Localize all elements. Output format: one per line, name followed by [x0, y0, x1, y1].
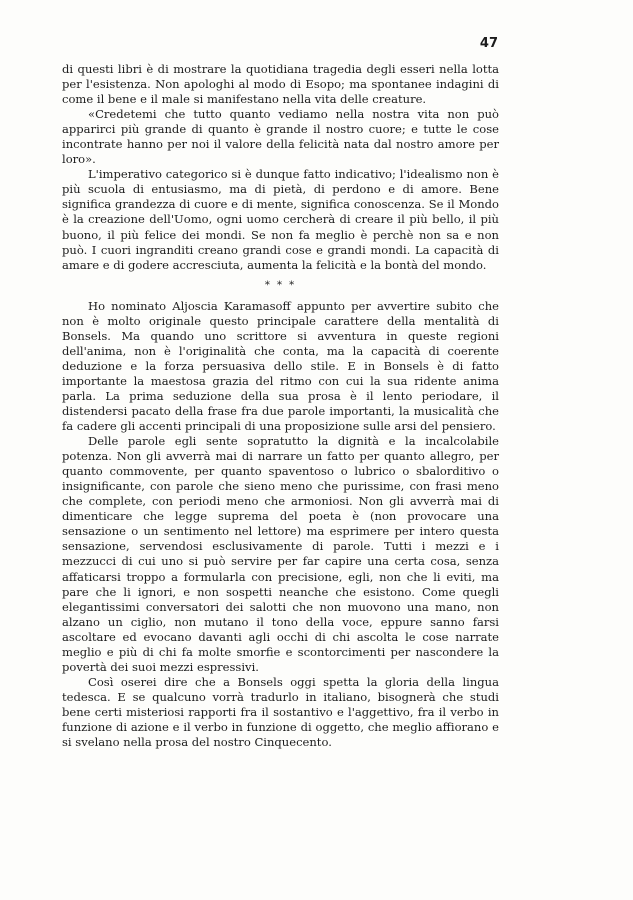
- page-number: 47: [479, 36, 498, 51]
- paragraph-1: di questi libri è di mostrare la quotidiana tragedia degli esseri nella lotta per l'esistenza. Non apologhi al modo di Esopo; ma spontanee indagini di come il bene e il male si manifestano nella vita delle creature.: [62, 62, 499, 107]
- paragraph-quote: «Credetemi che tutto quanto vediamo nella nostra vita non può apparirci più grande di quanto è grande il nostro cuore; e tutte le cose incontrate hanno per noi il valore della felicità nata dal nostro amore per loro».: [62, 107, 499, 167]
- body-text: [62, 62, 499, 750]
- paragraph-6: Così oserei dire che a Bonsels oggi spetta la gloria della lingua tedesca. E se qualcuno vorrà tradurlo in italiano, bisognerà che studi bene certi misteriosi rapporti fra il sostantivo e l'aggettivo, fra il verbo in funzione di azione e il verbo in funzione di oggetto, che meglio affiorano e si svelano nella prosa del nostro Cinquecento.: [62, 674, 499, 750]
- paragraph-5: Delle parole egli sente sopratutto la dignità e la incalcolabile potenza. Non gli avverrà mai di narrare un fatto per quanto allegro, per quanto commovente, per quanto spaventoso o lubrico o sbalorditivo o insignificante, con parole che sieno meno che purissime, con frasi meno che complete, con periodi meno che armoniosi. Non gli avverrà mai di dimenticare che legge suprema del poeta è (non provocare una sensazione o un sentimento nel lettore) ma esprimere per intero questa sensazione, servendosi esclusivamente di parole. Tutti i mezzi e i mezzucci di cui uno si può servire per far capire una certa cosa, senza affaticarsi troppo a formularla con precisione, egli, non che li eviti, ma pare che li ignori, e non sospetti neanche che esistono. Come quegli elegantissimi conversatori dei salotti che non muovono una mano, non alzano un ciglio, non mutano il tono della voce, eppure sanno farsi ascoltare ed evocano davanti agli occhi di chi ascolta le cose narrate meglio e più di chi fa molte smorfie e scontorcimenti per nascondere la povertà dei suoi mezzi espressivi.: [62, 434, 499, 674]
- paragraph-4: Ho nominato Aljoscia Karamasoff appunto per avvertire subito che non è molto originale questo principale carattere della mentalità di Bonsels. Ma quando uno scrittore si avventura in queste regioni dell'anima, non è l'originalità che conta, ma la capacità di coerente deduzione e la forza persuasiva dello stile. E in Bonsels è di fatto importante la maestosa grazia del ritmo con cui la sua ridente anima parla. La prima seduzione della sua prosa è il lento periodare, il distendersi pacato della frase fra due parole importanti, la musicalità che fa cadere gli accenti principali di una proposizione sulle arsi del pensiero.: [62, 298, 499, 434]
- paragraph-3: L'imperativo categorico si è dunque fatto indicativo; l'idealismo non è più scuola di entusiasmo, ma di pietà, di perdono e di amore. Bene significa grandezza di cuore e di mente, significa conoscenza. Se il Mondo è la creazione dell'Uomo, ogni uomo cercherà di creare il più bello, il più buono, il più felice dei mondi. Se non fa meglio è perchè non sa e non può. I cuori ingranditi creano grandi cose e grandi mondi. La capacità di amare e di godere accresciuta, aumenta la felicità e la bontà del mondo.: [62, 167, 499, 272]
- section-separator: * * *: [264, 279, 297, 291]
